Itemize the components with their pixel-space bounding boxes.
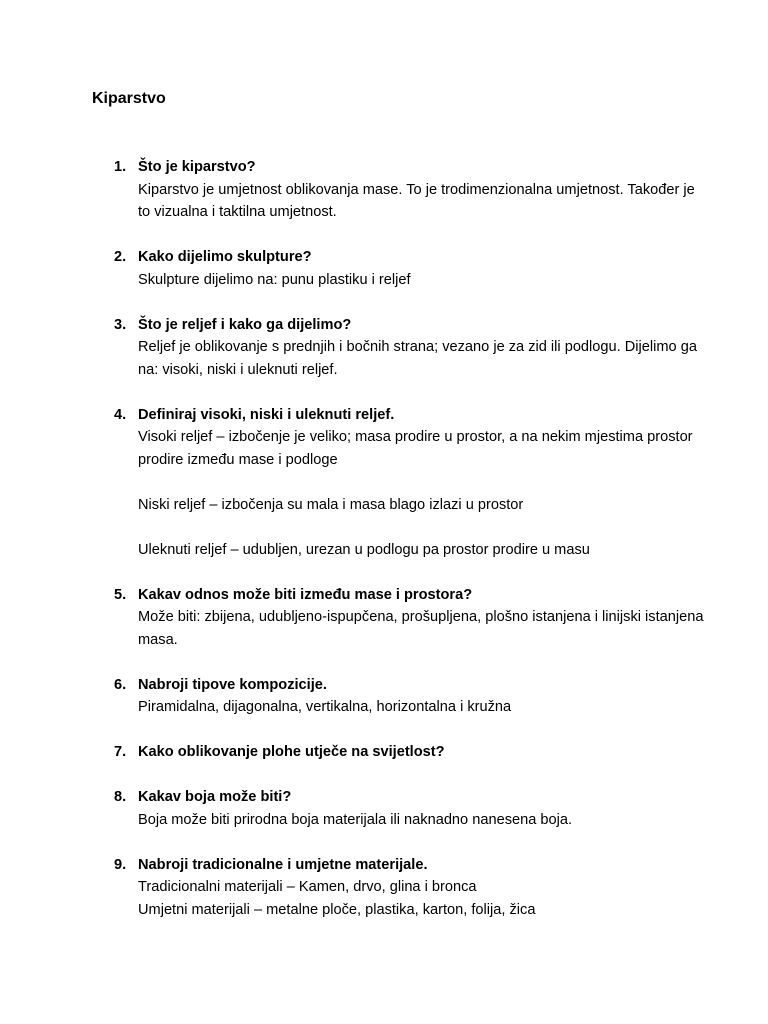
question-item-4	[0, 404, 768, 562]
question-item-7	[0, 741, 768, 764]
answer-text: Niski reljef – izbočenja su mala i masa blago izlazi u prostor	[138, 496, 524, 513]
question-text: Kakav boja može biti?	[138, 789, 292, 805]
answer-text: Kiparstvo je umjetnost oblikovanja mase. To je trodimenzionalna umjetnost. Također je to vizualna i taktilna umjetnost.	[138, 181, 695, 220]
question-item-5	[0, 584, 768, 652]
question-text: Kako oblikovanje plohe utječe na svijetlost?	[138, 744, 445, 760]
answer-text: Visoki reljef – izbočenje je veliko; masa prodire u prostor, a na nekim mjestima prostor prodire između mase i podloge	[138, 429, 693, 468]
question-item-6	[0, 674, 768, 719]
question-number: 4.	[114, 406, 127, 423]
answer-text: Tradicionalni materijali – Kamen, drvo, glina i bronca	[138, 879, 477, 895]
answer-text: Može biti: zbijena, udubljeno-ispupčena, prošupljena, plošno istanjena i linijski istanjena masa.	[138, 609, 704, 648]
question-number: 7.	[114, 744, 127, 760]
question-number: 9.	[114, 856, 127, 873]
question-number: 3.	[114, 316, 127, 333]
question-number: 5.	[114, 586, 127, 603]
question-text: Što je reljef i kako ga dijelimo?	[138, 316, 352, 333]
answer-text: Skulpture dijelimo na: punu plastiku i reljef	[138, 271, 411, 288]
question-text: Definiraj visoki, niski i uleknuti reljef.	[138, 406, 395, 423]
answer-text: Boja može biti prirodna boja materijala ili naknadno nanesena boja.	[138, 811, 573, 828]
answer-text: Umjetni materijali – metalne ploče, plastika, karton, folija, žica	[138, 901, 536, 918]
answer-text: Reljef je oblikovanje s prednjih i bočnih strana; vezano je za zid ili podlogu. Dijelimo ga na: visoki, niski i ulеknuti reljef.	[138, 339, 697, 378]
question-text: Što je kiparstvo?	[138, 159, 256, 175]
question-item-3	[0, 314, 768, 382]
question-list	[0, 156, 768, 944]
question-text: Nabroji tradicionalne i umjetne materijale.	[138, 856, 428, 873]
question-number: 1.	[114, 159, 127, 175]
answer-text: Piramidalna, dijagonalna, vertikalna, horizontalna i kružna	[138, 699, 512, 715]
document-title: Kiparstvo	[92, 90, 166, 107]
question-item-9	[0, 854, 768, 922]
question-item-2	[0, 246, 768, 291]
question-item-8	[0, 786, 768, 831]
question-text: Kako dijelimo skulpture?	[138, 249, 312, 265]
question-text: Nabroji tipove kompozicije.	[138, 676, 327, 693]
question-number: 8.	[114, 789, 127, 805]
question-text: Kakav odnos može biti između mase i prostora?	[138, 586, 473, 603]
answer-text: Uleknuti reljef – udubljen, urezan u podlogu pa prostor prodire u masu	[138, 541, 590, 558]
question-number: 2.	[114, 249, 127, 265]
question-item-1	[0, 156, 768, 224]
question-number: 6.	[114, 676, 127, 693]
